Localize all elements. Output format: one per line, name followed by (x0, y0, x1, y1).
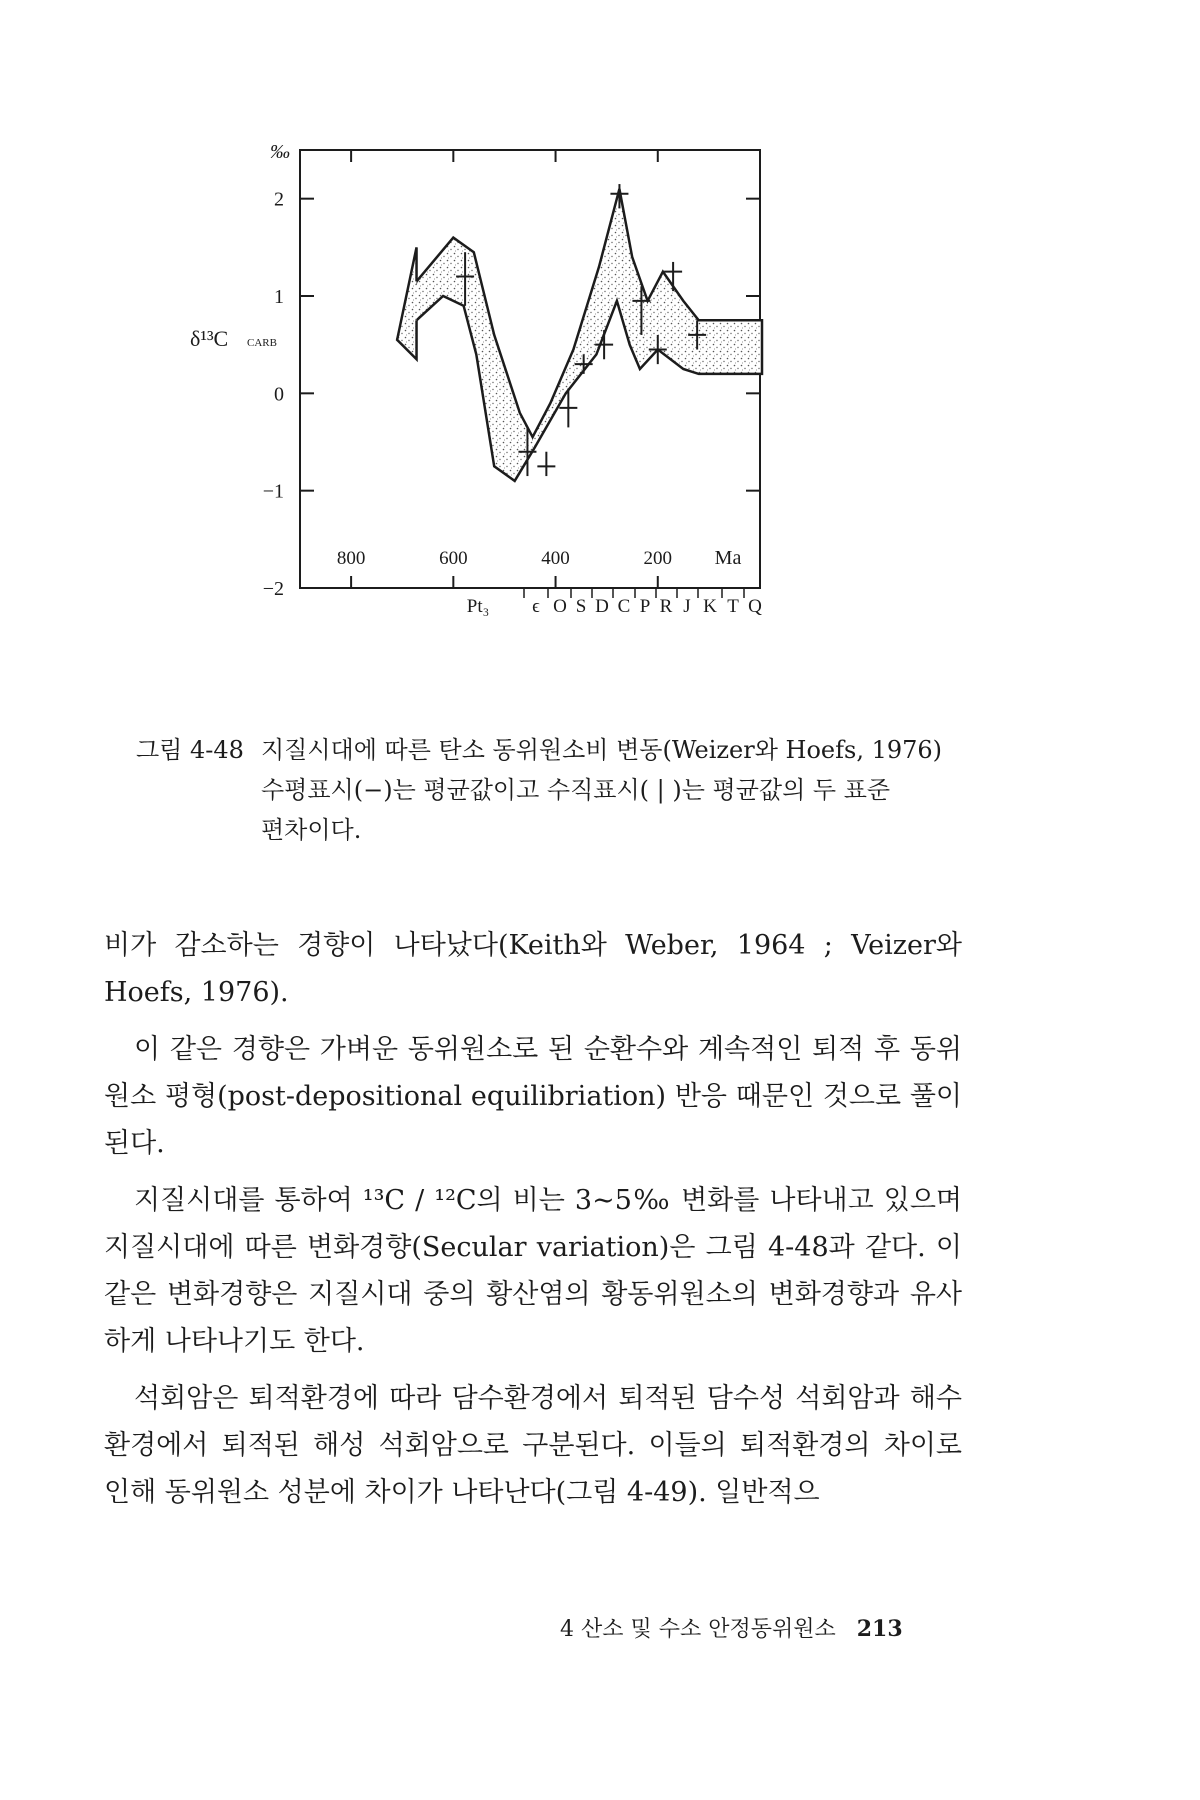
body-text (104, 922, 962, 1526)
paragraph-1: 비가 감소하는 경향이 나타났다(Keith와 Weber, 1964 ; Veizer와 Hoefs, 1976). (104, 930, 962, 1008)
caption-line-1: 지질시대에 따른 탄소 동위원소비 변동(Weizer와 Hoefs, 1976) (261, 736, 943, 764)
period-label: O (553, 596, 567, 617)
paragraph-4: 석회암은 퇴적환경에 따라 담수환경에서 퇴적된 담수성 석회암과 해수환경에서 퇴적된 해성 석회암으로 구분된다. 이들의 퇴적환경의 차이로 인해 동위원소 성분에 차이가 나타난다(그림 4-49). 일반적으 (104, 1383, 962, 1508)
caption-number: 그림 4-48 (136, 736, 244, 764)
period-label: J (683, 596, 691, 617)
y-tick-label: 2 (274, 188, 284, 211)
period-label: C (617, 596, 631, 617)
page-footer (560, 1612, 903, 1643)
caption-line-2: 수평표시(−)는 평균값이고 수직표시( | )는 평균값의 두 표준 (261, 776, 891, 804)
paragraph-3: 지질시대를 통하여 ¹³C / ¹²C의 비는 3∼5‰ 변화를 나타내고 있으며 지질시대에 따른 변화경향(Secular variation)은 그림 4-48과 같다. 이같은 변화경향은 지질시대 중의 황산염의 황동위원소의 변화경향과 유사하게 나타나기도 한다. (104, 1185, 962, 1357)
period-label: Q (748, 596, 762, 617)
period-label: S (575, 596, 587, 617)
x-tick-label: 400 (541, 548, 570, 569)
period-label: D (595, 596, 609, 617)
band-arrow-head (397, 247, 416, 359)
x-tick-label: 800 (336, 548, 366, 569)
period-label: K (703, 596, 717, 617)
y-axis-unit: ‰ (270, 141, 290, 163)
caption-line-3: 편차이다. (261, 816, 362, 844)
isotope-range-band (397, 189, 762, 481)
x-tick-label: 600 (439, 548, 468, 569)
y-axis-subscript: CARB (247, 337, 277, 349)
x-axis-unit: Ma (714, 547, 742, 569)
paragraph-2: 이 같은 경향은 가벼운 동위원소로 된 순환수와 계속적인 퇴적 후 동위원소 평형(post-depositional equilibriation) 반응 때문인 것으로 풀이된다. (104, 1034, 962, 1159)
period-label: T (727, 596, 739, 617)
period-label: R (659, 596, 673, 617)
page-number: 213 (856, 1616, 903, 1642)
x-tick-label: 200 (643, 548, 673, 569)
y-tick-label: −2 (262, 578, 284, 600)
y-tick-label: 1 (274, 286, 284, 308)
y-tick-label: 0 (274, 383, 284, 406)
carbon-isotope-chart (180, 140, 900, 700)
y-tick-label: −1 (262, 480, 284, 503)
running-head: 4 산소 및 수소 안정동위원소 (560, 1617, 836, 1642)
period-label: ϵ (532, 596, 540, 617)
period-label: Pt₃ (466, 596, 490, 617)
arrow-head-shape (397, 247, 416, 359)
period-label: P (639, 596, 651, 617)
y-axis-label: δ¹³C (190, 326, 229, 351)
figure-caption (136, 730, 966, 850)
